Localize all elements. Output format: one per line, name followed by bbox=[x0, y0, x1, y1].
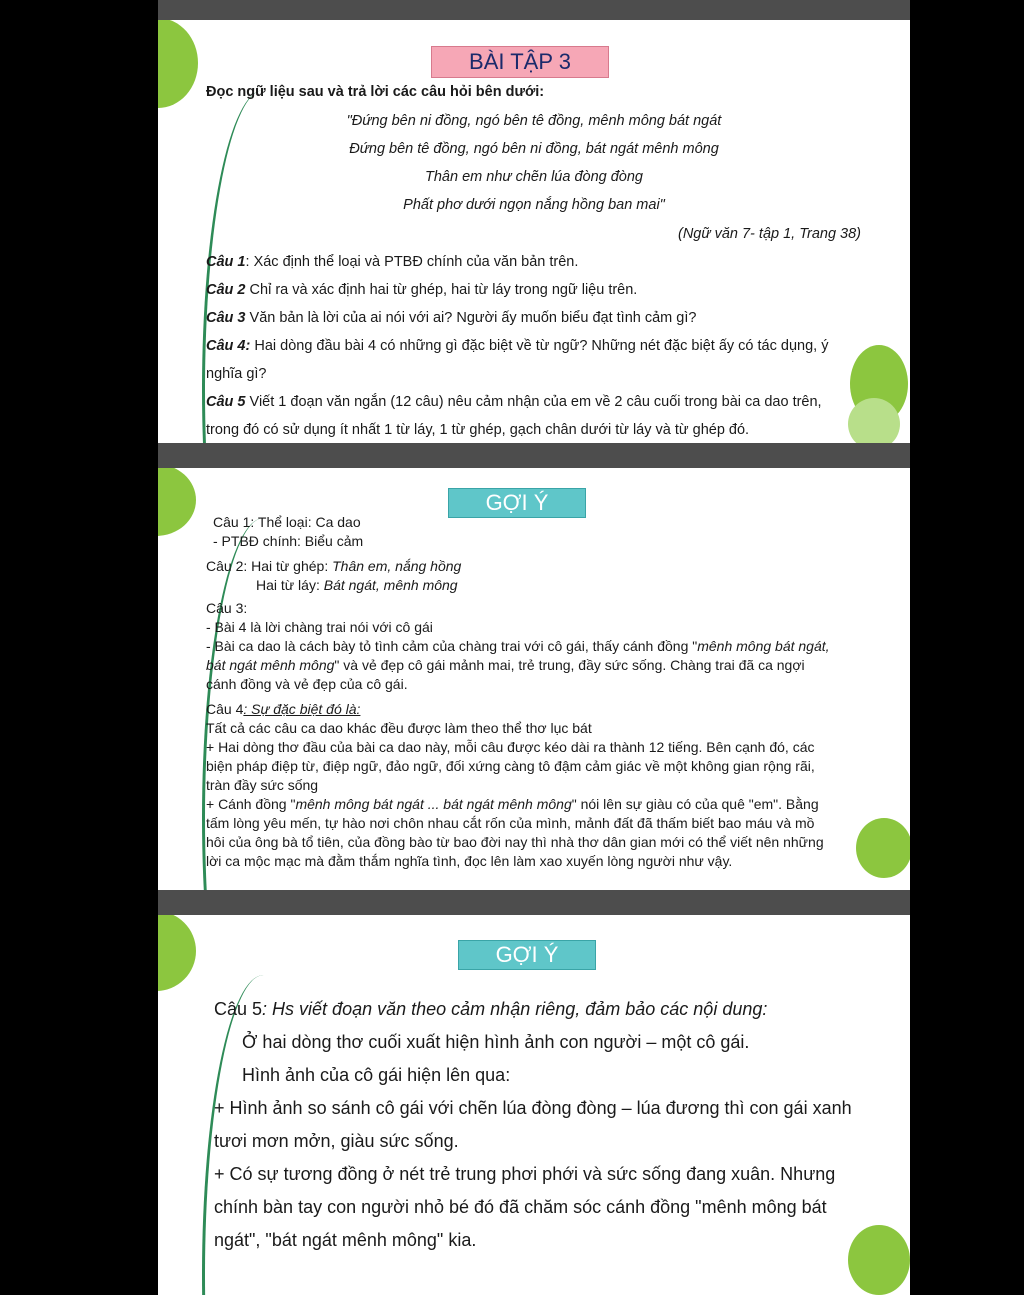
answer-4-line: + Hai dòng thơ đầu của bài ca dao này, mỗi câu được kéo dài ra thành 12 tiếng. Bên cạnh đó, các bbox=[206, 739, 815, 755]
question-4-cont: nghĩa gì? bbox=[206, 366, 267, 382]
answer-5-line: chính bàn tay con người nhỏ bé đó đã chăm sóc cánh đồng "mênh mông bát bbox=[214, 1197, 827, 1217]
slide-divider bbox=[158, 443, 910, 468]
answer-3-line: - Bài 4 là lời chàng trai nói với cô gái bbox=[206, 619, 433, 635]
answer-4-line: + Cánh đồng "mênh mông bát ngát ... bát ngát mênh mông" nói lên sự giàu có của quê "em". Bằng bbox=[206, 796, 819, 812]
question-label: Câu 5 bbox=[206, 394, 246, 410]
green-circle-decoration bbox=[158, 468, 196, 536]
answer-3-label: Câu 3: bbox=[206, 600, 248, 616]
answer-4-line: hôi của ông bà tổ tiên, của đồng bào từ bao đời nay thì nhà thơ dân gian mới có thể viết nên những bbox=[206, 834, 824, 850]
green-circle-decoration bbox=[848, 1225, 910, 1295]
slide-exercise bbox=[158, 20, 910, 443]
answer-5-line: Ở hai dòng thơ cuối xuất hiện hình ảnh con người – một cô gái. bbox=[242, 1032, 750, 1052]
instruction: Đọc ngữ liệu sau và trả lời các câu hỏi bên dưới: bbox=[206, 84, 545, 100]
slide-divider bbox=[158, 890, 910, 915]
top-divider bbox=[158, 0, 910, 20]
question-4: Câu 4: Hai dòng đầu bài 4 có những gì đặc biệt về từ ngữ? Những nét đặc biệt ấy có tác dụng, ý bbox=[206, 338, 829, 354]
answer-5-line: ngát", "bát ngát mênh mông" kia. bbox=[214, 1230, 477, 1250]
question-5-cont: trong đó có sử dụng ít nhất 1 từ láy, 1 từ ghép, gạch chân dưới từ láy và từ ghép đó. bbox=[206, 422, 750, 438]
hint-title: GỢI Ý bbox=[448, 488, 586, 518]
green-circle-decoration bbox=[158, 20, 198, 108]
poem-line: "Đứng bên ni đồng, ngó bên tê đồng, mênh mông bát ngát bbox=[346, 113, 722, 129]
answer-5-line: Hình ảnh của cô gái hiện lên qua: bbox=[242, 1065, 511, 1085]
answer-4-line: tràn đầy sức sống bbox=[206, 777, 319, 793]
answer-4-line: Tất cả các câu ca dao khác đều được làm theo thể thơ lục bát bbox=[206, 720, 592, 736]
answer-2: Câu 2: Hai từ ghép: Thân em, nắng hồng bbox=[206, 558, 462, 574]
exercise-title: BÀI TẬP 3 bbox=[431, 46, 609, 78]
green-circle-decoration bbox=[158, 915, 196, 991]
question-1: Câu 1: Xác định thể loại và PTBĐ chính của văn bản trên. bbox=[206, 254, 579, 270]
answer-3-line: - Bài ca dao là cách bày tỏ tình cảm của chàng trai với cô gái, thấy cánh đồng "mênh mông bát ngát, bbox=[206, 638, 830, 654]
answer-5-line: tươi mơn mởn, giàu sức sống. bbox=[214, 1131, 459, 1151]
poem-line: Thân em như chẽn lúa đòng đòng bbox=[425, 169, 643, 185]
poem-source: (Ngữ văn 7- tập 1, Trang 38) bbox=[678, 226, 862, 242]
light-green-circle-decoration bbox=[848, 398, 900, 443]
answer-1-line2: - PTBĐ chính: Biểu cảm bbox=[213, 533, 364, 549]
question-label: Câu 4: bbox=[206, 338, 251, 354]
answer-2-line2: Hai từ láy: Bát ngát, mênh mông bbox=[256, 577, 458, 593]
question-label: Câu 3 bbox=[206, 310, 246, 326]
answer-4-line: lời ca mộc mạc mà đằm thắm nghĩa tình, đọc lên làm xao xuyến lòng người như vậy. bbox=[206, 853, 733, 869]
hint-title: GỢI Ý bbox=[458, 940, 596, 970]
answer-5: Câu 5: Hs viết đoạn văn theo cảm nhận riêng, đảm bảo các nội dung: bbox=[214, 999, 768, 1019]
question-3: Câu 3 Văn bản là lời của ai nói với ai? Người ấy muốn biểu đạt tình cảm gì? bbox=[206, 310, 697, 326]
slide-hint-1 bbox=[158, 468, 910, 890]
slide-hint-2 bbox=[158, 915, 910, 1295]
green-circle-decoration bbox=[856, 818, 910, 878]
answer-4-line: biện pháp điệp từ, điệp ngữ, đảo ngữ, đối xứng càng tô đậm cảm giác về một không gian rộng rãi, bbox=[206, 758, 815, 774]
answer-4: Câu 4: Sự đặc biệt đó là: bbox=[206, 701, 361, 717]
answer-3-line: bát ngát mênh mông" và vẻ đẹp cô gái mảnh mai, trẻ trung, đầy sức sống. Chàng trai đã ca ngợi bbox=[206, 657, 805, 673]
poem-line: Đứng bên tê đồng, ngó bên ni đồng, bát ngát mênh mông bbox=[349, 141, 719, 157]
answer-4-line: tấm lòng yêu mến, tự hào nơi chôn nhau cắt rốn của mình, mảnh đất đã thấm biết bao máu và mồ bbox=[206, 815, 815, 831]
question-5: Câu 5 Viết 1 đoạn văn ngắn (12 câu) nêu cảm nhận của em về 2 câu cuối trong bài ca dao trên, bbox=[206, 394, 822, 410]
question-2: Câu 2 Chỉ ra và xác định hai từ ghép, hai từ láy trong ngữ liệu trên. bbox=[206, 282, 638, 298]
answer-1: Câu 1: Thể loại: Ca dao bbox=[213, 514, 361, 530]
question-label: Câu 1 bbox=[206, 254, 246, 270]
answer-5-line: + Hình ảnh so sánh cô gái với chẽn lúa đòng đòng – lúa đương thì con gái xanh bbox=[214, 1098, 852, 1118]
answer-3-line: cánh đồng và vẻ đẹp của cô gái. bbox=[206, 676, 408, 692]
poem-line: Phất phơ dưới ngọn nắng hồng ban mai" bbox=[403, 197, 665, 213]
answer-5-line: + Có sự tương đồng ở nét trẻ trung phơi phới và sức sống đang xuân. Nhưng bbox=[214, 1164, 836, 1184]
question-label: Câu 2 bbox=[206, 282, 246, 298]
